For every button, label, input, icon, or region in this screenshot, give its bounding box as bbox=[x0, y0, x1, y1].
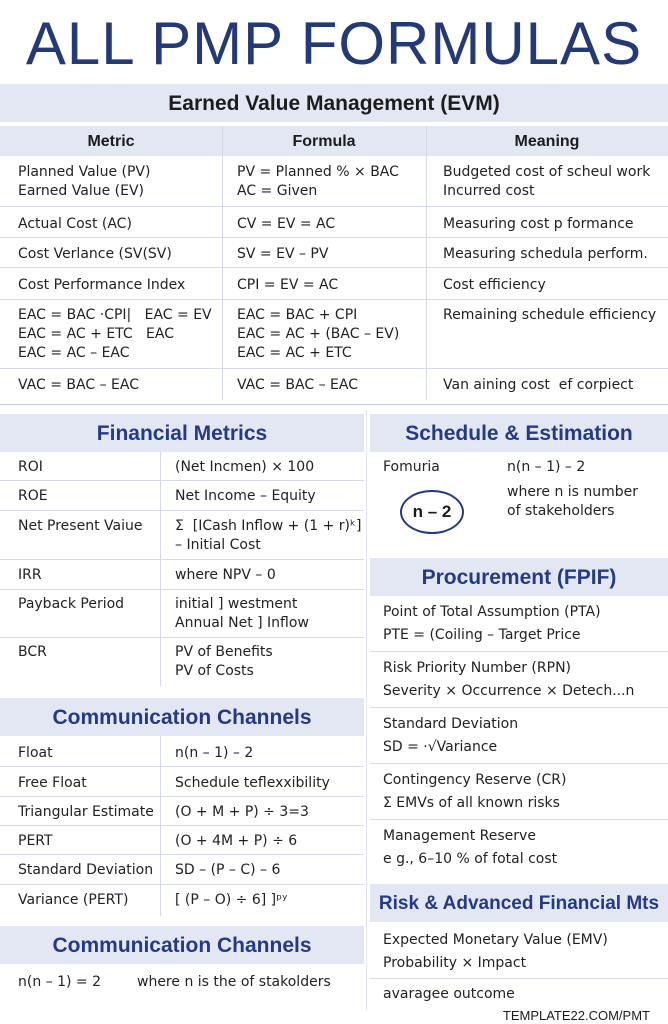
evm-row-formula: VAC = BAC – EAC bbox=[237, 377, 358, 393]
procurement-item-value: Σ EMVs of all known risks bbox=[383, 795, 560, 811]
schedule-heading: Schedule & Estimation bbox=[405, 422, 633, 445]
comm1-value: [ (P – O) ÷ 6] ]ᵖʸ bbox=[175, 892, 288, 908]
risk-name: Expected Monetary Value (EMV) bbox=[383, 932, 608, 948]
financial-value: initial ] westment Annual Net ] Inflow bbox=[175, 596, 309, 631]
section-divider bbox=[0, 404, 668, 405]
procurement-item-name: Standard Deviation bbox=[383, 716, 519, 732]
column-divider bbox=[366, 410, 367, 1010]
financial-value: Net Income – Equity bbox=[175, 488, 316, 504]
row-divider bbox=[0, 559, 364, 560]
row-divider bbox=[0, 368, 668, 369]
evm-divider bbox=[222, 126, 223, 400]
page-title: ALL PMP FORMULAS bbox=[25, 10, 643, 77]
evm-row-metric: Cost Performance Index bbox=[18, 277, 186, 293]
schedule-note: where n is number of stakeholders bbox=[507, 484, 639, 519]
row-divider bbox=[0, 480, 364, 481]
procurement-item-value: SD = ·√Variance bbox=[383, 739, 498, 755]
evm-row-meaning: Remaining schedule efficiency bbox=[443, 307, 657, 323]
evm-row-formula: CV = EV = AC bbox=[237, 216, 336, 232]
row-divider bbox=[0, 825, 364, 826]
comm1-name: PERT bbox=[18, 833, 53, 849]
financial-name: BCR bbox=[18, 644, 47, 660]
evm-row-formula: CPI = EV = AC bbox=[237, 277, 339, 293]
comm2-meaning: where n is the of stakolders bbox=[137, 974, 331, 990]
risk-heading: Risk & Advanced Financial Mts bbox=[378, 893, 660, 914]
comm1-value: (O + 4M + P) ÷ 6 bbox=[175, 833, 298, 849]
procurement-item-name: Risk Priority Number (RPN) bbox=[383, 660, 572, 676]
financial-value: (Net Incmen) × 100 bbox=[175, 459, 315, 475]
row-divider bbox=[370, 651, 668, 652]
comm1-name: Float bbox=[18, 745, 53, 761]
row-divider bbox=[0, 637, 364, 638]
procurement-item-name: Point of Total Assumption (PTA) bbox=[383, 604, 601, 620]
row-divider bbox=[0, 589, 364, 590]
comm1-value: SD – (P – C) – 6 bbox=[175, 862, 281, 878]
evm-row-formula: SV = EV – PV bbox=[237, 246, 329, 262]
row-divider bbox=[0, 510, 364, 511]
financial-name: ROI bbox=[18, 459, 43, 475]
financial-divider bbox=[160, 452, 161, 686]
evm-row-meaning: Cost efficiency bbox=[443, 277, 546, 293]
footer-url: TEMPLATE22.COM/PMT bbox=[502, 1008, 650, 1023]
comm1-name: Free Float bbox=[18, 775, 87, 791]
evm-row-metric: EAC = BAC ·CPI| EAC = EV EAC = AC + ETC EAC EAC = AC – EAC bbox=[18, 307, 212, 361]
evm-row-metric: Actual Cost (AC) bbox=[18, 216, 132, 232]
row-divider bbox=[370, 763, 668, 764]
schedule-badge: n – 2 bbox=[400, 490, 464, 534]
row-divider bbox=[370, 978, 668, 979]
financial-name: Net Present Vaiue bbox=[18, 518, 143, 534]
row-divider bbox=[0, 854, 364, 855]
row-divider bbox=[370, 819, 668, 820]
row-divider bbox=[0, 299, 668, 300]
comm2-heading: Communication Channels bbox=[52, 934, 312, 957]
row-divider bbox=[0, 796, 364, 797]
comm1-name: Standard Deviation bbox=[18, 862, 154, 878]
comm1-name: Variance (PERT) bbox=[18, 892, 129, 908]
evm-col-metric: Metric bbox=[87, 133, 135, 150]
evm-col-formula: Formula bbox=[292, 133, 356, 150]
row-divider bbox=[0, 206, 668, 207]
schedule-formula: n(n – 1) – 2 bbox=[507, 459, 586, 475]
financial-name: IRR bbox=[18, 567, 42, 583]
financial-heading: Financial Metrics bbox=[96, 422, 268, 445]
procurement-heading: Procurement (FPIF) bbox=[421, 566, 617, 589]
risk-extra: avaragee outcome bbox=[383, 986, 515, 1002]
comm1-value: (O + M + P) ÷ 3=3 bbox=[175, 804, 309, 820]
row-divider bbox=[0, 884, 364, 885]
row-divider bbox=[0, 267, 668, 268]
evm-row-meaning: Measuring schedula perform. bbox=[443, 246, 648, 262]
procurement-item-name: Contingency Reserve (CR) bbox=[383, 772, 567, 788]
schedule-label: Fomuria bbox=[383, 459, 440, 475]
financial-value: Σ [ICash Inflow + (1 + r)ᵏ] – Initial Cost bbox=[175, 518, 362, 553]
evm-row-metric: Cost Verlance (SV(SV) bbox=[18, 246, 172, 262]
procurement-item-value: e g., 6–10 % of fotal cost bbox=[383, 851, 558, 867]
evm-row-meaning: Measuring cost p formance bbox=[443, 216, 634, 232]
procurement-item-value: Severity × Occurrence × Detech...n bbox=[383, 683, 635, 699]
row-divider bbox=[0, 237, 668, 238]
evm-row-metric: Planned Value (PV) Earned Value (EV) bbox=[18, 164, 151, 199]
evm-row-formula: EAC = BAC + CPI EAC = AC + (BAC – EV) EAC = AC + ETC bbox=[237, 307, 400, 361]
row-divider bbox=[0, 766, 364, 767]
financial-value: where NPV – 0 bbox=[175, 567, 276, 583]
evm-heading: Earned Value Management (EVM) bbox=[168, 92, 500, 115]
evm-row-formula: PV = Planned % × BAC AC = Given bbox=[237, 164, 399, 199]
evm-row-metric: VAC = BAC – EAC bbox=[18, 377, 139, 393]
procurement-item-value: PTE = (Coiling – Target Price bbox=[383, 627, 581, 643]
evm-divider bbox=[426, 126, 427, 400]
evm-col-meaning: Meaning bbox=[514, 133, 580, 150]
comm1-heading: Communication Channels bbox=[52, 706, 312, 729]
financial-name: ROE bbox=[18, 488, 48, 504]
financial-value: PV of Benefits PV of Costs bbox=[175, 644, 273, 679]
comm1-value: Schedule teflexxibility bbox=[175, 775, 330, 791]
risk-value: Probability × Impact bbox=[383, 955, 527, 971]
comm1-name: Triangular Estimate bbox=[18, 804, 154, 820]
comm2-formula: n(n – 1) = 2 bbox=[18, 974, 102, 990]
comm1-value: n(n – 1) – 2 bbox=[175, 745, 254, 761]
procurement-item-name: Management Reserve bbox=[383, 828, 536, 844]
evm-row-meaning: Budgeted cost of scheul work Incurred cost bbox=[443, 164, 651, 199]
evm-row-meaning: Van aining cost ef corpiect bbox=[443, 377, 634, 393]
row-divider bbox=[370, 707, 668, 708]
comm1-divider bbox=[160, 736, 161, 916]
financial-name: Payback Period bbox=[18, 596, 125, 612]
